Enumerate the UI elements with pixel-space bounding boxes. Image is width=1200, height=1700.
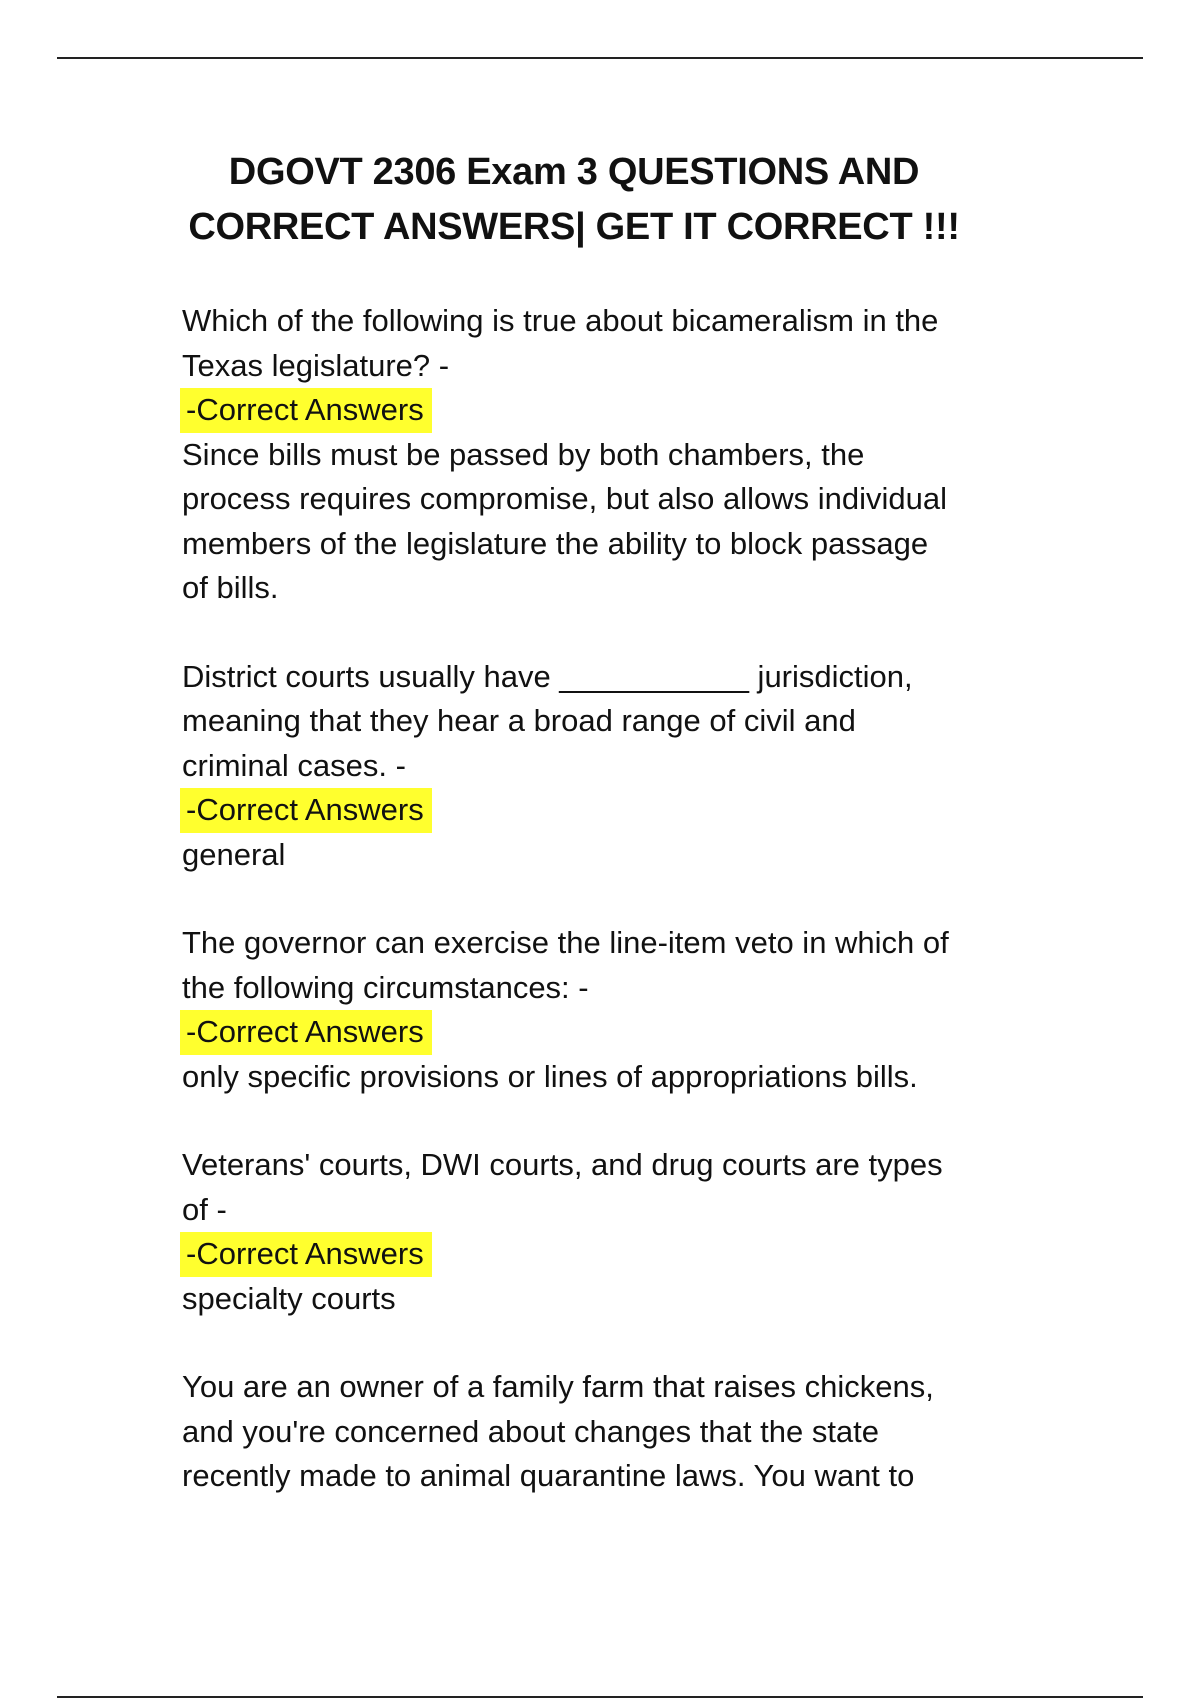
qa-item <box>182 921 1042 1099</box>
question-line: Texas legislature? - <box>182 347 450 383</box>
qa-item <box>182 299 1042 611</box>
answer-line: specialty courts <box>182 1280 396 1316</box>
answer-line: members of the legislature the ability to block passage <box>182 525 929 561</box>
question-line: the following circumstances: - <box>182 969 589 1005</box>
answer-line: Since bills must be passed by both chambers, the <box>182 436 865 472</box>
top-rule <box>57 57 1143 59</box>
correct-answers-marker: -Correct Answers <box>180 1010 432 1055</box>
title-line: DGOVT 2306 Exam 3 QUESTIONS AND <box>228 151 920 193</box>
question-line: of - <box>182 1191 227 1227</box>
question-line: and you're concerned about changes that the state <box>182 1413 880 1449</box>
answer-line: only specific provisions or lines of appropriations bills. <box>182 1058 918 1094</box>
bottom-rule <box>57 1696 1143 1698</box>
question-line: criminal cases. - <box>182 747 406 783</box>
qa-item <box>182 655 1042 878</box>
document-body <box>182 145 1042 1499</box>
document-title <box>154 145 994 255</box>
question-line: The governor can exercise the line-item veto in which of <box>182 925 949 960</box>
correct-answers-marker: -Correct Answers <box>180 788 432 833</box>
answer-line: process requires compromise, but also allows individual <box>182 481 948 516</box>
title-line: CORRECT ANSWERS| GET IT CORRECT !!! <box>188 206 960 248</box>
correct-answers-marker: -Correct Answers <box>180 388 432 433</box>
question-line: meaning that they hear a broad range of civil and <box>182 703 856 738</box>
question-line: Veterans' courts, DWI courts, and drug courts are types <box>182 1147 943 1182</box>
question-line: District courts usually have ___________ jurisdiction, <box>182 658 913 694</box>
question-line: You are an owner of a family farm that raises chickens, <box>182 1369 934 1404</box>
question-line: Which of the following is true about bicameralism in the <box>182 303 939 338</box>
correct-answers-marker: -Correct Answers <box>180 1232 432 1277</box>
qa-item <box>182 1365 1042 1499</box>
answer-line: general <box>182 836 286 872</box>
qa-item <box>182 1143 1042 1321</box>
question-line: recently made to animal quarantine laws. You want to <box>182 1458 915 1493</box>
answer-line: of bills. <box>182 570 279 605</box>
